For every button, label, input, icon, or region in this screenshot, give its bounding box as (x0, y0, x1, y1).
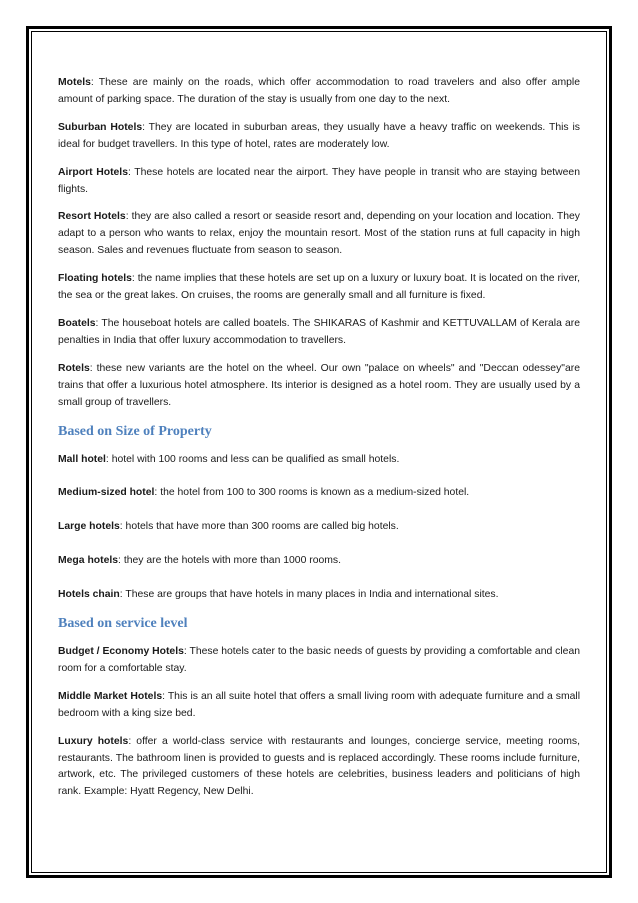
term-luxury-hotels: Luxury hotels (58, 735, 129, 747)
paragraph-rotels (58, 361, 580, 412)
paragraph-luxury-hotels (58, 734, 580, 802)
text-large-hotels: : hotels that have more than 300 rooms are called big hotels. (119, 521, 399, 533)
paragraph-airport-hotels (58, 165, 580, 199)
term-mega-hotels: Mega hotels (58, 555, 119, 567)
paragraph-middle-market-hotels (58, 689, 580, 723)
paragraph-boatels (58, 316, 580, 350)
text-suburban-hotels: : They are located in suburban areas, they usually have a heavy traffic on weekends. This is ideal for budget travellers. In this type of hotel, rates are moderately low. (58, 121, 580, 150)
paragraph-mall-hotel (58, 452, 580, 469)
text-mega-hotels: : they are the hotels with more than 1000 rooms. (118, 555, 341, 567)
paragraph-large-hotels (58, 519, 580, 536)
term-boatels: Boatels (58, 317, 96, 329)
document-body (58, 75, 580, 812)
paragraph-mega-hotels (58, 553, 580, 570)
term-medium-sized-hotel: Medium-sized hotel (58, 487, 155, 499)
text-mall-hotel: : hotel with 100 rooms and less can be qualified as small hotels. (105, 453, 400, 465)
paragraph-hotels-chain (58, 587, 580, 604)
term-middle-market-hotels: Middle Market Hotels (58, 690, 163, 702)
term-budget-economy-hotels: Budget / Economy Hotels (58, 646, 184, 658)
term-large-hotels: Large hotels (58, 521, 120, 533)
term-rotels: Rotels (58, 362, 90, 374)
text-floating-hotels: : the name implies that these hotels are set up on a luxury or luxury boat. It is located on the river, the sea or the great lakes. On cruises, the rooms are generally small and all furniture is fixed. (58, 273, 580, 302)
term-motels: Motels (58, 77, 91, 88)
paragraph-floating-hotels (58, 271, 580, 305)
term-hotels-chain: Hotels chain (58, 589, 120, 601)
text-motels: : These are mainly on the roads, which offer accommodation to road travelers and also offer ample amount of parking space. The duration of the stay is usually from one day to the next. (58, 77, 580, 105)
text-resort-hotels: : they are also called a resort or seaside resort and, depending on your location and location. They adapt to a person who wants to relax, enjoy the mountain resort. Most of the station runs at full capacity in high season. Sales and revenues fluctuate from season to season. (58, 211, 580, 257)
text-budget-economy-hotels: : These hotels cater to the basic needs of guests by providing a comfortable and clean room for a comfortable stay. (58, 646, 580, 674)
paragraph-medium-sized-hotel (58, 485, 580, 502)
term-airport-hotels: Airport Hotels (58, 166, 128, 178)
text-medium-sized-hotel: : the hotel from 100 to 300 rooms is known as a medium-sized hotel. (154, 487, 470, 499)
term-mall-hotel: Mall hotel (58, 453, 106, 465)
heading-size-of-property: Based on Size of Property (58, 423, 212, 439)
text-luxury-hotels: : offer a world-class service with restaurants and lounges, concierge service, meeting rooms, restaurants. The bathroom linen is provided to guests and is replaced accordingly. These rooms include furniture, artwork, etc. The privileged customers of these hotels are celebrities, business leaders and politicians of high rank. Example: Hyatt Regency, New Delhi. (58, 735, 580, 798)
paragraph-resort-hotels (58, 209, 580, 260)
paragraph-motels (58, 75, 580, 109)
term-floating-hotels: Floating hotels (58, 273, 132, 285)
term-resort-hotels: Resort Hotels (58, 211, 126, 223)
text-hotels-chain: : These are groups that have hotels in many places in India and international sites. (119, 589, 499, 601)
term-suburban-hotels: Suburban Hotels (58, 121, 143, 133)
text-airport-hotels: : These hotels are located near the airport. They have people in transit who are staying between flights. (58, 166, 580, 195)
text-boatels: : The houseboat hotels are called boatels. The SHIKARAS of Kashmir and KETTUVALLAM of Kerala are penalties in India that offer luxury accommodation to travellers. (58, 317, 580, 346)
text-middle-market-hotels: : This is an all suite hotel that offers a small living room with adequate furniture and a small bedroom with a king size bed. (58, 690, 580, 719)
paragraph-suburban-hotels (58, 120, 580, 154)
paragraph-budget-economy-hotels (58, 644, 580, 678)
heading-service-level: Based on service level (58, 616, 188, 632)
text-rotels: : these new variants are the hotel on the wheel. Our own "palace on wheels" and "Deccan odessey"are trains that offer a luxurious hotel atmosphere. Its interior is designed as a hotel room. They are usually used by a small group of travellers. (58, 362, 580, 408)
